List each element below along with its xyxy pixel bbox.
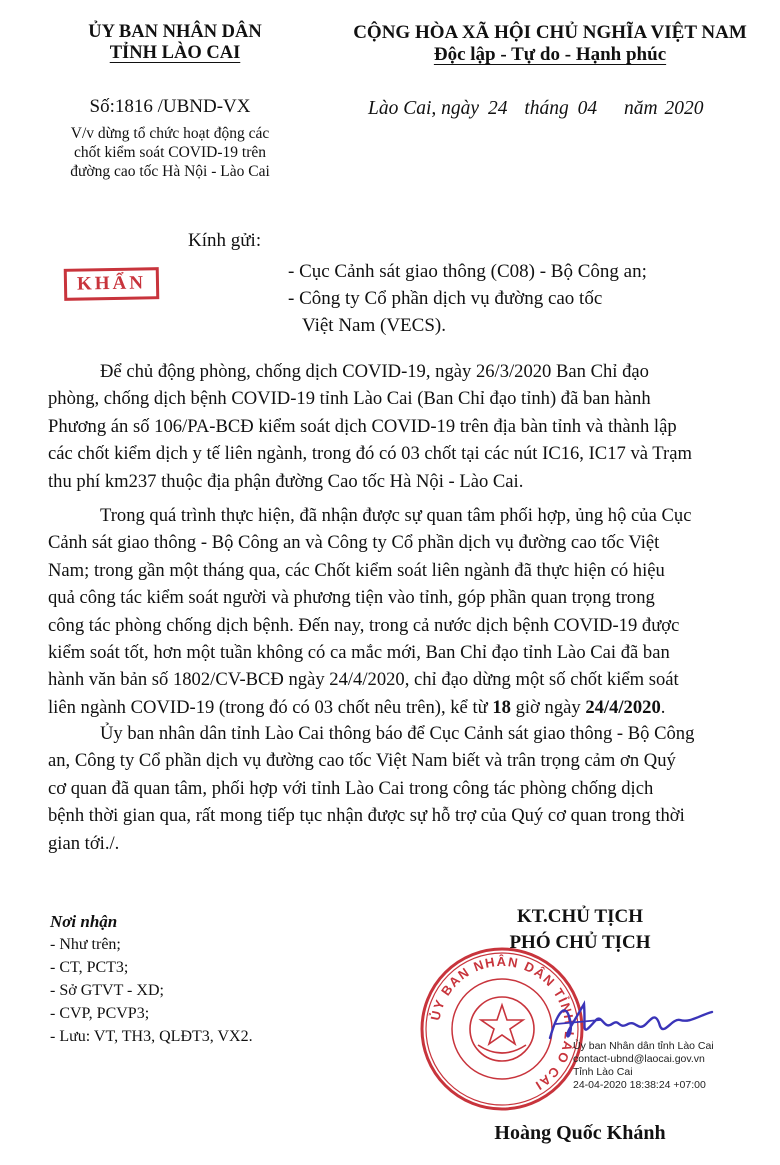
issuer-line-2: TỈNH LÀO CAI: [109, 43, 241, 63]
issuer-line-1: ỦY BAN NHÂN DÂN: [88, 22, 262, 42]
body-line: bệnh thời gian qua, rất mong tiếp tục nhận được sự hỗ trợ của Quý cơ quan trong thời: [48, 805, 685, 827]
paragraph-3: [48, 720, 780, 857]
recipient-item: - Công ty Cổ phần dịch vụ đường cao tốc: [288, 288, 603, 309]
national-header: [320, 22, 780, 66]
number-value: 1816: [114, 96, 153, 117]
body-line: Phương án số 106/PA-BCĐ kiểm soát dịch COVID-19 trên địa bàn tỉnh và thành lập: [48, 415, 677, 437]
date-year: 2020: [664, 98, 704, 119]
receiver-item: - CVP, PCVP3;: [50, 1005, 150, 1022]
receiver-item: - CT, PCT3;: [50, 959, 129, 976]
sig-line: 24-04-2020 18:38:24 +07:00: [573, 1079, 706, 1091]
urgent-stamp: [64, 268, 159, 300]
body-line: các chốt kiểm dịch y tế liên ngành, trong đó có 03 chốt tại các nút IC16, IC17 và Trạm: [48, 443, 692, 465]
body-line: Ủy ban nhân dân tỉnh Lào Cai thông báo để Cục Cảnh sát giao thông - Bộ Công: [100, 723, 695, 744]
receivers-title: Nơi nhận: [50, 912, 118, 931]
date-prefix: Lào Cai, ngày: [368, 98, 480, 119]
signer-title-1: KT.CHỦ TỊCH: [517, 906, 643, 927]
national-title: CỘNG HÒA XÃ HỘI CHỦ NGHĨA VIỆT NAM: [353, 22, 747, 43]
digital-signature-info: [573, 1040, 773, 1092]
body-line: thu phí km237 thuộc địa phận đường Cao tốc Hà Nội - Lào Cai.: [48, 470, 524, 492]
date-month: 04: [577, 98, 598, 119]
receiver-item: - Lưu: VT, TH3, QLĐT3, VX2.: [50, 1028, 253, 1045]
body-line: phòng, chống dịch bệnh COVID-19 tỉnh Lào Cai (Ban Chỉ đạo tỉnh) đã ban hành: [48, 388, 651, 410]
body-text: .: [660, 696, 666, 718]
body-line: Cảnh sát giao thông - Bộ Công an và Công ty Cổ phần dịch vụ đường cao tốc Việt: [48, 532, 660, 554]
subject-line: V/v dừng tổ chức hoạt động các: [70, 125, 270, 142]
date-year-label: năm: [623, 98, 658, 119]
sig-line: Ủy ban Nhân dân tỉnh Lào Cai: [573, 1040, 714, 1052]
signer-name: Hoàng Quốc Khánh: [494, 1122, 666, 1144]
body-line: an, Công ty Cổ phần dịch vụ đường cao tốc Việt Nam biết và trân trọng cảm ơn Quý: [48, 750, 676, 772]
document-number: [20, 96, 320, 118]
signer-title-2: PHÓ CHỦ TỊCH: [509, 932, 651, 953]
number-suffix: /UBND-VX: [152, 96, 251, 117]
recipients-label: Kính gửi:: [188, 230, 262, 251]
body-line: quả công tác kiểm soát người và phương tiện vào tỉnh, góp phần quan trọng trong: [48, 587, 655, 609]
body-line: Nam; trong gần một tháng qua, các Chốt kiểm soát liên ngành đã thực hiện có hiệu: [48, 559, 665, 581]
date-month-label: tháng: [524, 98, 569, 119]
body-line: gian tới./.: [48, 832, 120, 854]
body-line: cơ quan đã quan tâm, phối hợp với tỉnh Lào Cai trong công tác phòng chống dịch: [48, 777, 654, 799]
body-line-last: [48, 694, 780, 721]
receiver-item: - Như trên;: [50, 936, 121, 953]
sig-line: contact-ubnd@laocai.gov.vn: [573, 1053, 705, 1065]
national-motto: Độc lập - Tự do - Hạnh phúc: [433, 44, 667, 65]
recipient-item: Việt Nam (VECS).: [302, 315, 446, 336]
receiver-item: - Sở GTVT - XD;: [50, 982, 164, 999]
seal-text: ỦY BAN NHÂN DÂN TỈNH LÀO CAI: [427, 953, 578, 1094]
number-prefix: Số:: [89, 96, 115, 117]
issuer-block: [40, 22, 310, 64]
body-line: hành văn bản số 1802/CV-BCĐ ngày 24/4/2020, chỉ đạo dừng một số chốt kiểm soát: [48, 669, 679, 691]
sig-line: Tỉnh Lào Cai: [573, 1066, 633, 1078]
issue-date: [368, 98, 778, 120]
body-text: giờ ngày: [510, 696, 586, 718]
body-bold-date: 24/4/2020: [585, 696, 661, 718]
emblem-icon: [470, 997, 534, 1061]
body-line: công tác phòng chống dịch bệnh. Đến nay, trong cả nước dịch bệnh COVID-19 được: [48, 614, 680, 636]
body-line: Trong quá trình thực hiện, đã nhận được sự quan tâm phối hợp, ủng hộ của Cục: [100, 505, 692, 526]
body-bold-hour: 18: [492, 696, 511, 718]
date-day: 24: [487, 98, 508, 119]
body-line: kiểm soát tốt, hơn một tuần không có ca mắc mới, Ban Chỉ đạo tỉnh Lào Cai đã ban: [48, 642, 670, 664]
urgent-stamp-label: KHẨN: [64, 267, 160, 301]
recipient-item: - Cục Cảnh sát giao thông (C08) - Bộ Công an;: [288, 261, 647, 282]
receivers-block: [50, 910, 253, 1048]
body-line: Để chủ động phòng, chống dịch COVID-19, ngày 26/3/2020 Ban Chỉ đạo: [100, 361, 649, 382]
body-text: liên ngành COVID-19 (trong đó có 03 chốt nêu trên), kể từ: [48, 696, 493, 718]
document-subject: [20, 124, 320, 181]
recipients-list: [288, 258, 647, 339]
paragraph-1: [48, 358, 780, 495]
subject-line: chốt kiểm soát COVID-19 trên: [74, 144, 266, 161]
subject-line: đường cao tốc Hà Nội - Lào Cai: [70, 163, 270, 180]
paragraph-2: [48, 502, 780, 721]
